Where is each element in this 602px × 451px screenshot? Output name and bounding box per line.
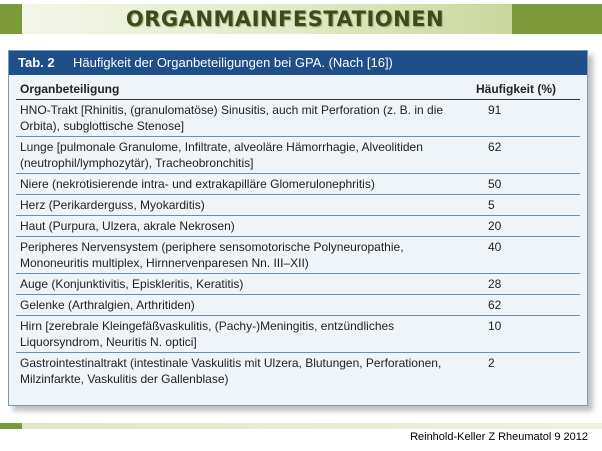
organ-cell: Niere (nekrotisierende intra- und extrakapilläre Glomerulonephritis) xyxy=(16,174,472,195)
footer-bar-band xyxy=(22,423,602,429)
table-header-row xyxy=(16,79,580,100)
organ-cell: Peripheres Nervensystem (periphere sensomotorische Polyneuropathie, Mononeuritis multiplex, Hirnnervenparesen Nn. III–XII) xyxy=(16,237,472,274)
organ-cell: Herz (Perikarderguss, Myokarditis) xyxy=(16,195,472,216)
table-row xyxy=(16,195,580,216)
table-row xyxy=(16,174,580,195)
organ-cell: Auge (Konjunktivitis, Episkleritis, Keratitis) xyxy=(16,274,472,295)
organ-cell: Haut (Purpura, Ulzera, akrale Nekrosen) xyxy=(16,216,472,237)
frequency-cell: 10 xyxy=(472,316,580,353)
title-bar-accent-right xyxy=(512,4,602,34)
frequency-cell: 2 xyxy=(488,356,495,370)
table-row xyxy=(16,295,580,316)
organ-cell: HNO-Trakt [Rhinitis, (granulomatöse) Sinusitis, auch mit Perforation (z. B. in die Orbita), subglottische Stenose] xyxy=(16,100,472,137)
column-header-frequency: Häufigkeit (%) xyxy=(472,79,580,100)
table-row xyxy=(16,316,580,353)
table-card xyxy=(8,50,588,406)
title-bar-accent-left xyxy=(0,4,22,34)
frequency-cell: 40 xyxy=(472,237,580,274)
footer-bar-accent xyxy=(0,423,22,429)
table-row xyxy=(16,137,580,174)
frequency-cell: 28 xyxy=(472,274,580,295)
frequency-cell: 20 xyxy=(472,216,580,237)
table-caption: Häufigkeit der Organbeteiligungen bei GPA. (Nach [16]) xyxy=(73,55,393,70)
organ-table xyxy=(16,79,580,389)
organ-cell: Gelenke (Arthralgien, Arthritiden) xyxy=(16,295,472,316)
frequency-cell: 62 xyxy=(472,295,580,316)
column-header-organ: Organbeteiligung xyxy=(16,79,472,100)
frequency-cell: 50 xyxy=(472,174,580,195)
table-row xyxy=(16,274,580,295)
slide-title: ORGANMAINFESTATIONEN xyxy=(125,7,445,31)
table-header-bar xyxy=(9,51,587,75)
table-row xyxy=(16,216,580,237)
table-row xyxy=(16,237,580,274)
frequency-cell: 91 xyxy=(472,100,580,137)
table-row xyxy=(16,353,580,390)
table-row xyxy=(16,100,580,137)
organ-cell: Lunge [pulmonale Granulome, Infiltrate, alveoläre Hämorrhagie, Alveolitiden (neutrophil/lymphozytär), Tracheobronchitis] xyxy=(16,137,472,174)
citation: Reinhold-Keller Z Rheumatol 9 2012 xyxy=(410,431,588,443)
organ-cell: Hirn [zerebrale Kleingefäßvaskulitis, (Pachy-)Meningitis, entzündliches Liquorsyndrom, Neuritis N. optici] xyxy=(16,316,472,353)
frequency-cell: 62 xyxy=(472,137,580,174)
organ-cell: Gastrointestinaltrakt (intestinale Vaskulitis mit Ulzera, Blutungen, Perforationen, Milzinfarkte, Vaskulitis der Gallenblase) xyxy=(20,356,442,386)
footer-bar xyxy=(0,423,602,429)
table-number: Tab. 2 xyxy=(18,55,55,70)
title-bar xyxy=(0,4,602,34)
frequency-cell: 5 xyxy=(472,195,580,216)
